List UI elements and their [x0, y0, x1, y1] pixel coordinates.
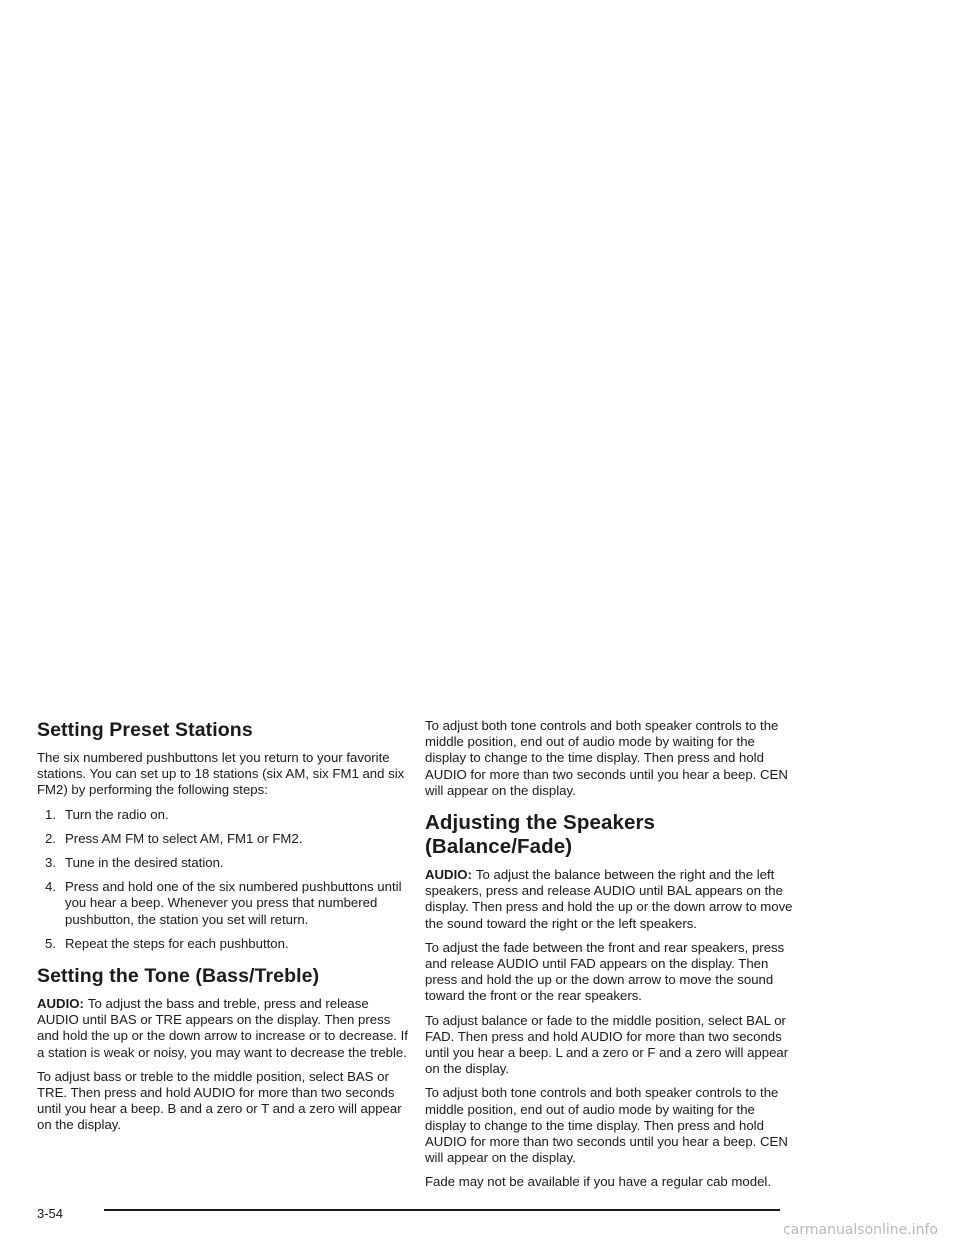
tone-reset-paragraph: To adjust both tone controls and both speaker controls to the middle position, end out of audio mode by waiting for the display to change to the time display. Then press and hold AUDIO for more than two seconds until you hear a beep. CEN will appear on the display. [425, 718, 788, 798]
step-item: 1. Turn the radio on. [45, 806, 169, 822]
preset-intro-paragraph: The six numbered pushbuttons let you return to your favorite stations. You can set up to 18 stations (six AM, six FM1 and six FM2) by performing the following steps: [37, 750, 405, 798]
step-item: 4. Press and hold one of the six numbered pushbuttons until you hear a beep. Whenever you press that numbered pushbutton, the station you set will return. [45, 879, 402, 927]
tone-middle-paragraph: To adjust bass or treble to the middle position, select BAS or TRE. Then press and hold AUDIO for more than two seconds until you hear a beep. B and a zero or T and a zero will appear on the display. [37, 1068, 402, 1133]
heading-setting-tone: Setting the Tone (Bass/Treble) [37, 965, 320, 988]
step-item: 2. Press AM FM to select AM, FM1 or FM2. [45, 830, 303, 846]
preset-steps-list [37, 807, 409, 952]
fade-paragraph: To adjust the fade between the front and rear speakers, press and release AUDIO until FAD appears on the display. Then press and hold the up or the down arrow to move the sound toward the front or the rear speakers. [425, 939, 785, 1004]
speaker-reset-paragraph: To adjust both tone controls and both speaker controls to the middle position, end out of audio mode by waiting for the display to change to the time display. Then press and hold AUDIO for more than two seconds until you hear a beep. CEN will appear on the display. [425, 1085, 788, 1166]
fade-availability-note: Fade may not be available if you have a regular cab model. [425, 1174, 772, 1190]
balance-audio-paragraph: AUDIO: To adjust the balance between the right and the left speakers, press and release AUDIO until BAL appears on the display. Then press and hold the up or the down arrow to move the sound toward the right or the left speakers. [425, 867, 793, 931]
step-item: 3. Tune in the desired station. [45, 855, 224, 871]
right-column [425, 718, 797, 1199]
page-number: 3-54 [37, 1206, 64, 1221]
balance-fade-middle-paragraph: To adjust balance or fade to the middle position, select BAL or FAD. Then press and hold AUDIO for more than two seconds until you hear a beep. L and a zero or F and a zero will appear on the display. [425, 1012, 789, 1077]
footer-divider [104, 1209, 780, 1211]
tone-audio-paragraph: AUDIO: To adjust the bass and treble, press and release AUDIO until BAS or TRE appears on the display. Then press and hold the up or the down arrow to increase or to decrease. If a station is weak or noisy, you may want to decrease the treble. [37, 996, 408, 1060]
heading-setting-preset-stations: Setting Preset Stations [37, 719, 253, 741]
left-column [37, 718, 409, 1142]
watermark-text: carmanualsonline.info [783, 1222, 938, 1238]
heading-adjusting-speakers: Adjusting the Speakers (Balance/Fade) [425, 811, 656, 859]
step-item: 5. Repeat the steps for each pushbutton. [45, 935, 289, 951]
